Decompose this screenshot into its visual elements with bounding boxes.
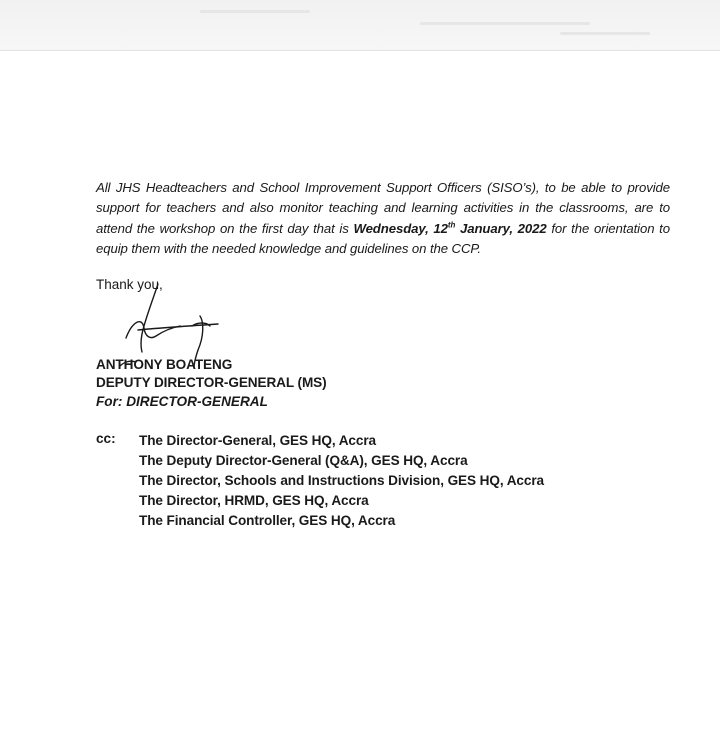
- cc-list: [139, 431, 544, 531]
- body-paragraph: [96, 178, 670, 259]
- date-suffix: January, 2022: [455, 220, 547, 236]
- cc-recipient: The Financial Controller, GES HQ, Accra: [139, 513, 396, 528]
- cc-recipient: The Deputy Director-General (Q&A), GES HQ, Accra: [139, 453, 468, 468]
- date-ordinal: th: [447, 220, 456, 230]
- bleed-through-line: [200, 10, 310, 13]
- cc-recipient: The Director, HRMD, GES HQ, Accra: [139, 493, 369, 508]
- workshop-date: [353, 221, 546, 236]
- body-part-1: All JHS Headteachers and School Improvement Support Officers (SISO’s), to be able to provide support for teachers and also monitor teaching and learning activities in the classrooms, are to attend the workshop on the first day that is: [96, 180, 670, 236]
- date-prefix: Wednesday, 12: [353, 220, 448, 236]
- body-part-2: for the orientation to equip them with the needed knowledge and guidelines on the CCP.: [96, 220, 670, 256]
- cc-label: cc:: [96, 431, 116, 446]
- signatory-name: ANTHONY BOATENG: [96, 357, 233, 372]
- cc-recipient: The Director-General, GES HQ, Accra: [139, 433, 376, 448]
- top-page-edge: [0, 0, 720, 51]
- closing-line: Thank you,: [96, 277, 163, 292]
- signatory-title: DEPUTY DIRECTOR-GENERAL (MS): [96, 375, 327, 390]
- bleed-through-line: [560, 32, 650, 35]
- cc-recipient: The Director, Schools and Instructions Division, GES HQ, Accra: [139, 473, 544, 488]
- bleed-through-line: [420, 22, 590, 25]
- signatory-for-line: For: DIRECTOR-GENERAL: [96, 394, 268, 409]
